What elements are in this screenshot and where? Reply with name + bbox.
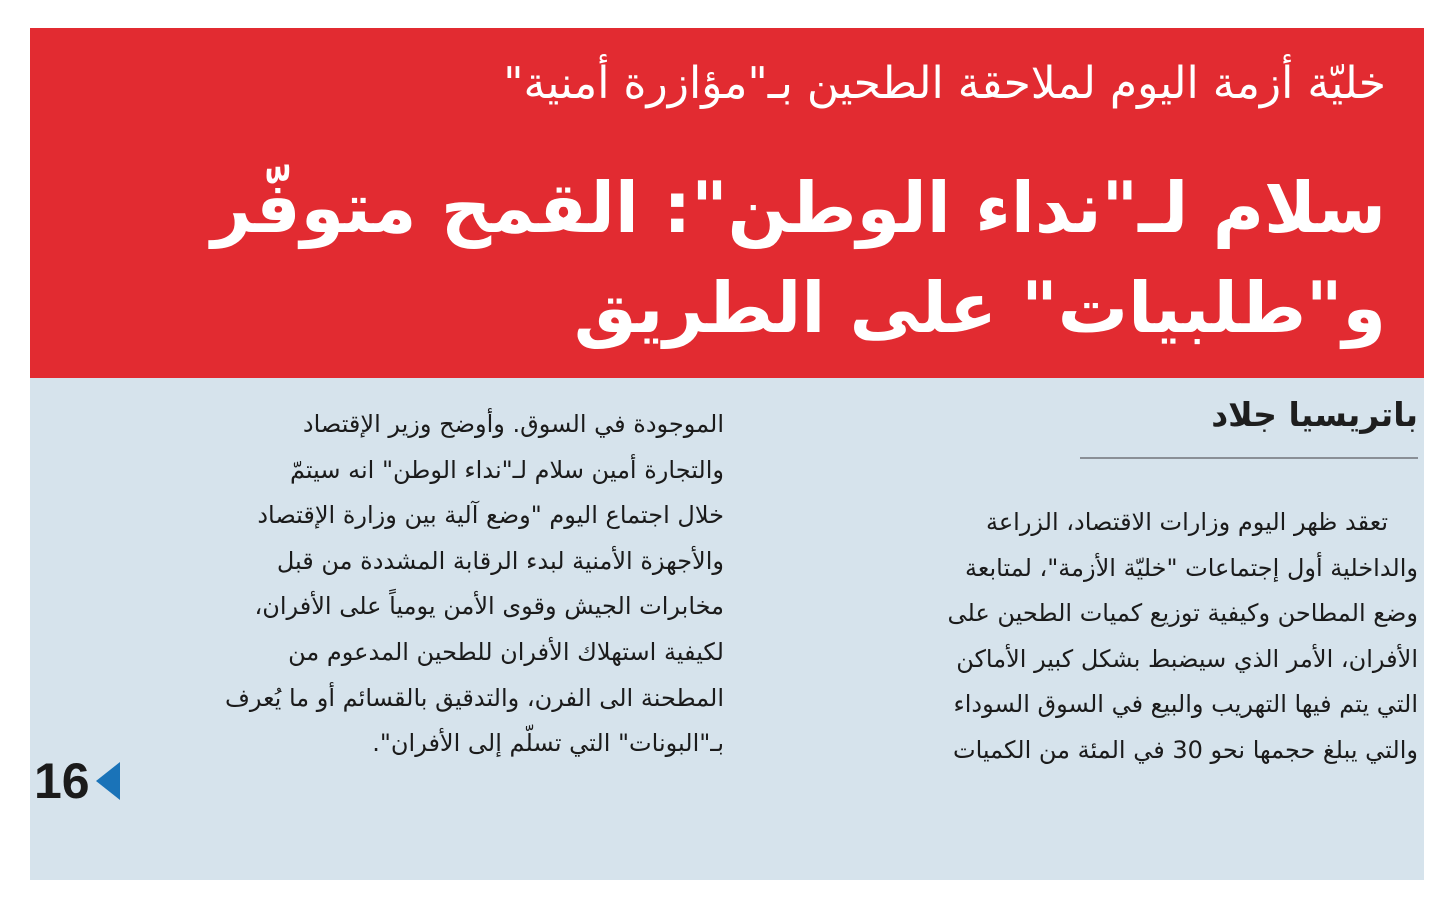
page-arrow-icon: [96, 762, 120, 800]
body-line: بـ"البونات" التي تسلّم إلى الأفران".: [372, 729, 724, 758]
headline-banner: [30, 28, 1424, 378]
author-byline: باتريسيا جلاد: [1211, 395, 1418, 434]
body-line: خلال اجتماع اليوم "وضع آلية بين وزارة الإقتصاد: [257, 501, 724, 530]
byline-divider: [1080, 457, 1418, 459]
page-number: 16: [34, 753, 90, 809]
kicker-headline: خليّة أزمة اليوم لملاحقة الطحين بـ"مؤازرة أمنية": [503, 58, 1386, 109]
body-line: التي يتم فيها التهريب والبيع في السوق السوداء: [953, 690, 1418, 719]
body-column-right: [792, 500, 1418, 774]
page-number-marker: [34, 753, 120, 809]
body-line: لكيفية استهلاك الأفران للطحين المدعوم من: [288, 637, 724, 666]
body-line: والداخلية أول إجتماعات "خليّة الأزمة"، لمتابعة: [965, 553, 1418, 582]
main-headline: [66, 158, 1386, 358]
main-headline-line-2: و"طلبيات" على الطريق: [573, 267, 1386, 349]
body-line: تعقد ظهر اليوم وزارات الاقتصاد، الزراعة: [985, 508, 1388, 536]
body-line: الموجودة في السوق. وأوضح وزير الإقتصاد: [302, 410, 724, 438]
body-line: مخابرات الجيش وقوى الأمن يومياً على الأفران،: [254, 592, 724, 621]
body-line: المطحنة الى الفرن، والتدقيق بالقسائم أو ما يُعرف: [224, 683, 724, 712]
body-line: والتجارة أمين سلام لـ"نداء الوطن" انه سيتمّ: [289, 455, 724, 484]
body-line: وضع المطاحن وكيفية توزيع كميات الطحين على: [947, 599, 1418, 628]
main-headline-line-1: سلام لـ"نداء الوطن": القمح متوفّر: [211, 167, 1386, 249]
body-line: والتي يبلغ حجمها نحو 30 في المئة من الكميات: [952, 735, 1418, 764]
body-column-left: [96, 402, 724, 767]
body-line: الأفران، الأمر الذي سيضبط بشكل كبير الأماكن: [956, 644, 1418, 673]
body-line: والأجهزة الأمنية لبدء الرقابة المشددة من قبل: [276, 546, 724, 575]
